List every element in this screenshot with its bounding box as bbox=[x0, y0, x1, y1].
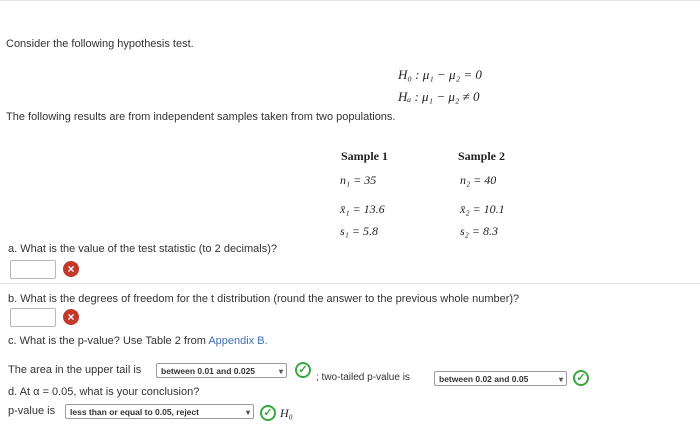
pvalue-label: p-value is bbox=[8, 405, 56, 417]
test-statistic-input[interactable] bbox=[10, 260, 56, 279]
question-c bbox=[8, 335, 268, 347]
alternative-hypothesis: Hₐ : μ₁ − μ₂ ≠ 0 bbox=[398, 89, 480, 104]
h0-label: H₀ bbox=[280, 406, 293, 420]
two-tailed-label: ; two-tailed p-value is bbox=[316, 372, 410, 383]
appendix-b-link[interactable]: Appendix B. bbox=[208, 335, 268, 347]
two-tailed-select[interactable] bbox=[434, 371, 567, 386]
chevron-down-icon: ▾ bbox=[245, 408, 250, 417]
sample2-sd: s₂ = 8.3 bbox=[460, 224, 498, 238]
upper-tail-select[interactable] bbox=[156, 363, 287, 378]
chevron-down-icon: ▾ bbox=[558, 375, 563, 384]
section-divider bbox=[0, 283, 700, 284]
results-text: The following results are from independent samples taken from two populations. bbox=[6, 111, 396, 123]
two-tailed-select-value: between 0.02 and 0.05 bbox=[439, 374, 529, 384]
null-hypothesis: H₀ : μ₁ − μ₂ = 0 bbox=[398, 67, 482, 82]
correct-check-icon: ✓ bbox=[295, 362, 311, 378]
incorrect-x-icon: × bbox=[63, 261, 79, 277]
sample1-sd: s₁ = 5.8 bbox=[340, 224, 378, 238]
incorrect-x-icon: × bbox=[63, 309, 79, 325]
question-c-text: c. What is the p-value? Use Table 2 from bbox=[8, 335, 209, 347]
conclusion-select-value: less than or equal to 0.05, reject bbox=[70, 407, 199, 417]
sample2-mean: x̄₂ = 10.1 bbox=[460, 202, 505, 216]
sample1-mean: x̄₁ = 13.6 bbox=[340, 202, 385, 216]
sample2-n: n₂ = 40 bbox=[460, 173, 497, 187]
upper-tail-select-value: between 0.01 and 0.025 bbox=[161, 366, 256, 376]
sample2-header: Sample 2 bbox=[458, 149, 506, 163]
chevron-down-icon: ▾ bbox=[278, 367, 283, 376]
correct-check-icon: ✓ bbox=[260, 405, 276, 421]
sample1-header: Sample 1 bbox=[341, 149, 389, 163]
conclusion-select[interactable] bbox=[65, 404, 254, 419]
correct-check-icon: ✓ bbox=[573, 370, 589, 386]
degrees-of-freedom-input[interactable] bbox=[10, 308, 56, 327]
question-d: d. At α = 0.05, what is your conclusion? bbox=[8, 386, 200, 398]
sample1-n: n₁ = 35 bbox=[340, 173, 377, 187]
question-b: b. What is the degrees of freedom for the t distribution (round the answer to the previous whole number)? bbox=[8, 293, 520, 305]
top-divider bbox=[0, 0, 700, 1]
question-a: a. What is the value of the test statistic (to 2 decimals)? bbox=[8, 243, 278, 255]
intro-text: Consider the following hypothesis test. bbox=[6, 38, 194, 50]
upper-tail-label: The area in the upper tail is bbox=[8, 364, 142, 376]
